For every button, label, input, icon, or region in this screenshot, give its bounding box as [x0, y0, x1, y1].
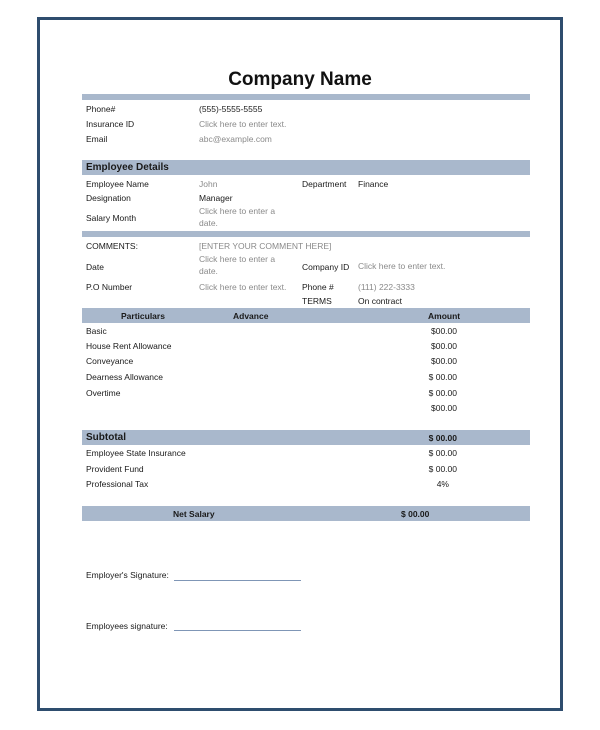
insurance-field[interactable]: Click here to enter text. — [199, 119, 287, 129]
company-id-label: Company ID — [302, 262, 350, 272]
date-field[interactable] — [199, 253, 275, 277]
department-value[interactable]: Finance — [358, 179, 389, 189]
date-line-1: Click here to enter a — [199, 254, 276, 264]
designation-label: Designation — [86, 193, 131, 203]
deduction-label: Professional Tax — [86, 479, 149, 489]
salary-month-field[interactable] — [199, 205, 275, 229]
terms-label: TERMS — [302, 296, 332, 306]
employer-signature-label: Employer's Signature: — [86, 570, 169, 580]
earning-amount[interactable]: $00.00 — [431, 403, 457, 413]
deduction-label: Provident Fund — [86, 464, 144, 474]
salary-month-label: Salary Month — [86, 213, 137, 223]
misc-divider — [82, 231, 530, 237]
designation-value[interactable]: Manager — [199, 193, 233, 203]
earning-label: Basic — [86, 326, 107, 336]
subtotal-value: $ 00.00 — [428, 433, 457, 443]
deduction-amount[interactable]: 4% — [436, 479, 449, 489]
po-number-field[interactable]: Click here to enter text. — [199, 282, 287, 292]
earning-amount[interactable]: $ 00.00 — [428, 372, 457, 382]
net-salary-value: $ 00.00 — [401, 509, 430, 519]
comments-field[interactable]: [ENTER YOUR COMMENT HERE] — [199, 241, 332, 251]
phone-label: Phone# — [86, 104, 116, 114]
deduction-amount[interactable]: $ 00.00 — [428, 448, 457, 458]
date-line-2: date. — [199, 266, 218, 276]
deduction-amount[interactable]: $ 00.00 — [428, 464, 457, 474]
employee-name-field[interactable]: John — [199, 179, 218, 189]
advance-header: Advance — [233, 311, 269, 321]
department-label: Department — [302, 179, 347, 189]
employee-signature-label: Employees signature: — [86, 621, 168, 631]
earning-label: Dearness Allowance — [86, 372, 164, 382]
email-label: Email — [86, 134, 108, 144]
earning-amount[interactable]: $00.00 — [431, 341, 457, 351]
comments-label: COMMENTS: — [86, 241, 138, 251]
deduction-label: Employee State Insurance — [86, 448, 186, 458]
header-divider — [82, 94, 530, 100]
net-salary-label: Net Salary — [173, 509, 215, 519]
salary-month-line-1: Click here to enter a — [199, 206, 276, 216]
company-id-field[interactable]: Click here to enter text. — [358, 261, 446, 271]
earning-label: Conveyance — [86, 356, 134, 366]
company-name: Company Name — [228, 69, 372, 90]
phone-value[interactable]: (555)-5555-5555 — [199, 104, 263, 114]
amount-header: Amount — [428, 311, 461, 321]
earning-label: Overtime — [86, 388, 121, 398]
po-number-label: P.O Number — [86, 282, 133, 292]
subtotal-bar — [82, 430, 530, 445]
salary-month-line-2: date. — [199, 218, 218, 228]
employee-section-title: Employee Details — [86, 162, 169, 173]
terms-value[interactable]: On contract — [358, 296, 402, 306]
earning-amount[interactable]: $00.00 — [431, 356, 457, 366]
earning-amount[interactable]: $00.00 — [431, 326, 457, 336]
earning-amount[interactable]: $ 00.00 — [428, 388, 457, 398]
date-label: Date — [86, 262, 104, 272]
particulars-header: Particulars — [121, 311, 165, 321]
insurance-label: Insurance ID — [86, 119, 135, 129]
earning-label: House Rent Allowance — [86, 341, 172, 351]
phone2-field[interactable]: (111) 222-3333 — [358, 282, 415, 292]
email-field[interactable]: abc@example.com — [199, 134, 272, 144]
net-salary-bar — [82, 506, 530, 521]
phone2-label: Phone # — [302, 282, 334, 292]
employee-signature-line[interactable] — [174, 630, 301, 631]
employee-name-label: Employee Name — [86, 179, 149, 189]
subtotal-label: Subtotal — [86, 432, 126, 443]
employer-signature-line[interactable] — [174, 580, 301, 581]
